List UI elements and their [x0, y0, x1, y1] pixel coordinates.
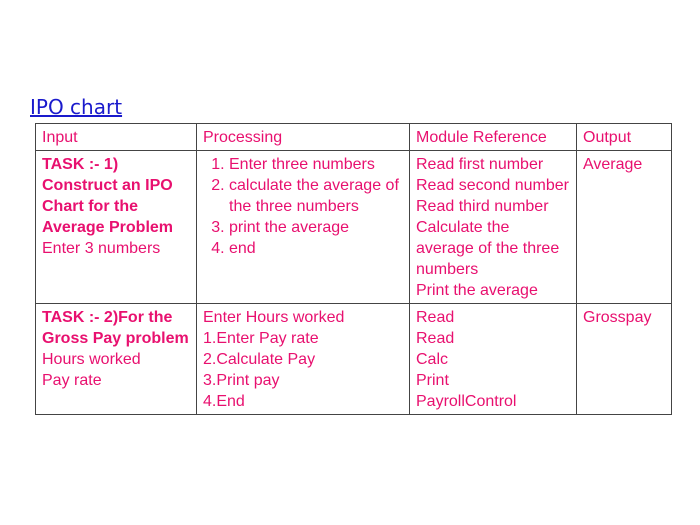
processing-cell — [197, 304, 410, 415]
task-title: TASK :- 1) Construct an IPO Chart for the Average Problem — [42, 156, 174, 236]
module-line: Read second number — [416, 177, 569, 194]
table-row — [36, 151, 672, 304]
input-cell — [36, 304, 197, 415]
task-title: TASK :- 2)For the Gross Pay problem — [42, 309, 189, 347]
module-line: Read — [416, 330, 455, 347]
page-title: IPO chart — [30, 95, 123, 119]
module-line: Calculate the average of the three numbers — [416, 219, 560, 278]
module-line: Read third number — [416, 198, 549, 215]
processing-line: 1.Enter Pay rate — [203, 330, 319, 347]
input-line: Pay rate — [42, 372, 102, 389]
module-line: PayrollControl — [416, 393, 517, 410]
processing-line: 4.End — [203, 393, 245, 410]
table-row — [36, 304, 672, 415]
module-line: Print the average — [416, 282, 538, 299]
list-item: 1. Enter three numbers — [229, 154, 403, 175]
module-cell — [410, 151, 577, 304]
module-line: Calc — [416, 351, 449, 368]
module-cell — [410, 304, 577, 415]
processing-cell — [197, 151, 410, 304]
header-processing: Processing — [197, 124, 410, 151]
output-cell: Average — [577, 151, 672, 304]
module-line: Read — [416, 309, 455, 326]
processing-line: 2.Calculate Pay — [203, 351, 316, 368]
header-row — [36, 124, 672, 151]
output-cell: Grosspay — [577, 304, 672, 415]
list-item: 3. print the average — [229, 217, 403, 238]
list-item: 2. calculate the average of the three numbers — [229, 175, 403, 217]
ipo-chart-table — [35, 123, 672, 415]
processing-line: Enter Hours worked — [203, 309, 345, 326]
processing-line: 3.Print pay — [203, 372, 280, 389]
input-line: Enter 3 numbers — [42, 240, 161, 257]
input-cell — [36, 151, 197, 304]
module-line: Read first number — [416, 156, 544, 173]
input-line: Hours worked — [42, 351, 141, 368]
header-output: Output — [577, 124, 672, 151]
processing-list — [203, 154, 403, 259]
list-item: 4. end — [229, 238, 403, 259]
header-input: Input — [36, 124, 197, 151]
module-line: Print — [416, 372, 449, 389]
header-module-reference: Module Reference — [410, 124, 577, 151]
